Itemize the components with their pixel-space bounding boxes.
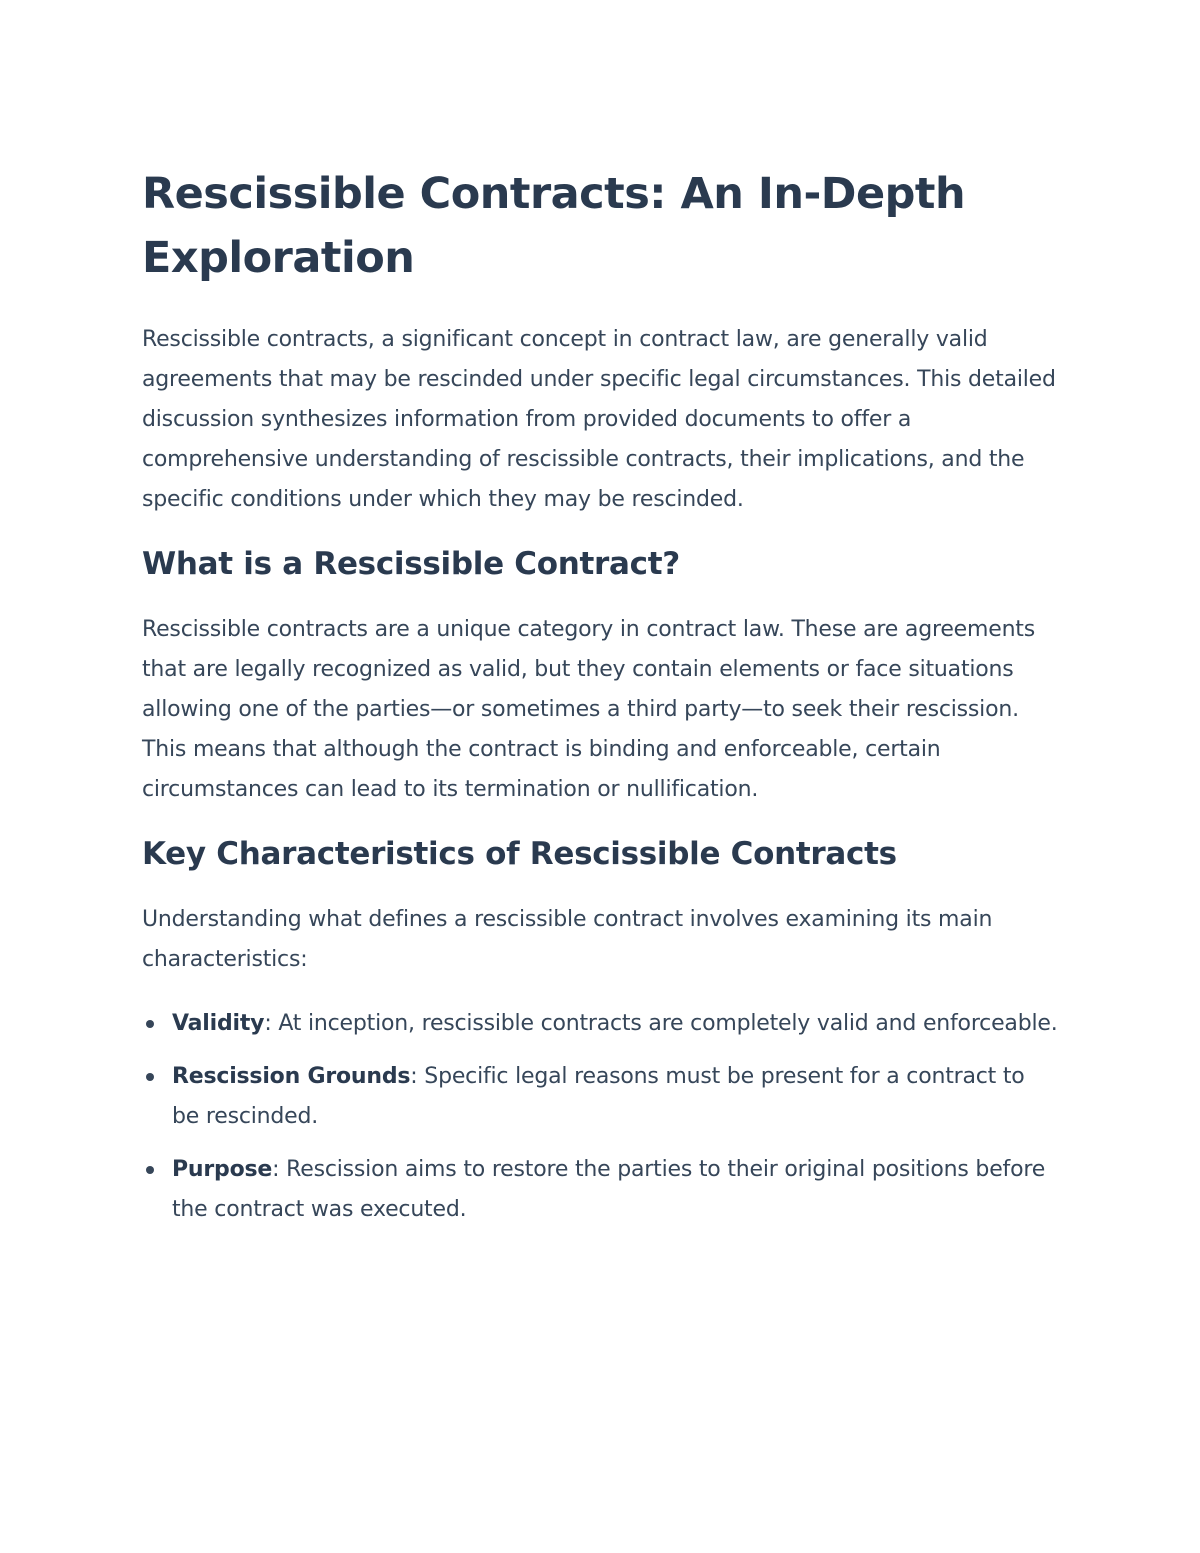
list-item-text: : At inception, rescissible contracts are completely valid and enforceable. <box>264 1011 1058 1036</box>
intro-paragraph: Rescissible contracts, a significant concept in contract law, are generally valid agreements that may be rescinded under specific legal circumstances. This detailed discussion synthesizes information from provided documents to offer a comprehensive understanding of rescissible contracts, their implications, and the specific conditions under which they may be rescinded. <box>142 327 1056 512</box>
bullet-icon <box>146 1166 154 1174</box>
bullet-icon <box>146 1073 154 1081</box>
list-item <box>172 1004 1058 1044</box>
section-paragraph-what-is: Rescissible contracts are a unique category in contract law. These are agreements that are legally recognized as valid, but they contain elements or face situations allowing one of the parties—or sometimes a third party—to seek their rescission. This means that although the contract is binding and enforceable, certain circumstances can lead to its termination or nullification. <box>142 617 1035 802</box>
list-item-term: Validity <box>172 1011 265 1036</box>
list-item-term: Rescission Grounds <box>172 1064 411 1089</box>
list-item <box>172 1150 1058 1230</box>
section-paragraph-key-characteristics: Understanding what defines a rescissible contract involves examining its main characteristics: <box>142 907 993 972</box>
bullet-icon <box>146 1020 154 1028</box>
section-heading-what-is: What is a Rescissible Contract? <box>142 546 680 582</box>
list-item-term: Purpose <box>172 1157 273 1182</box>
document-title: Rescissible Contracts: An In-Depth Exploration <box>142 169 966 283</box>
characteristics-list <box>142 1004 1058 1230</box>
list-item <box>172 1057 1058 1137</box>
section-heading-key-characteristics: Key Characteristics of Rescissible Contracts <box>142 836 897 872</box>
list-item-text: : Rescission aims to restore the parties to their original positions before the contract was executed. <box>172 1157 1046 1222</box>
list-item-text: : Specific legal reasons must be present for a contract to be rescinded. <box>172 1064 1025 1129</box>
